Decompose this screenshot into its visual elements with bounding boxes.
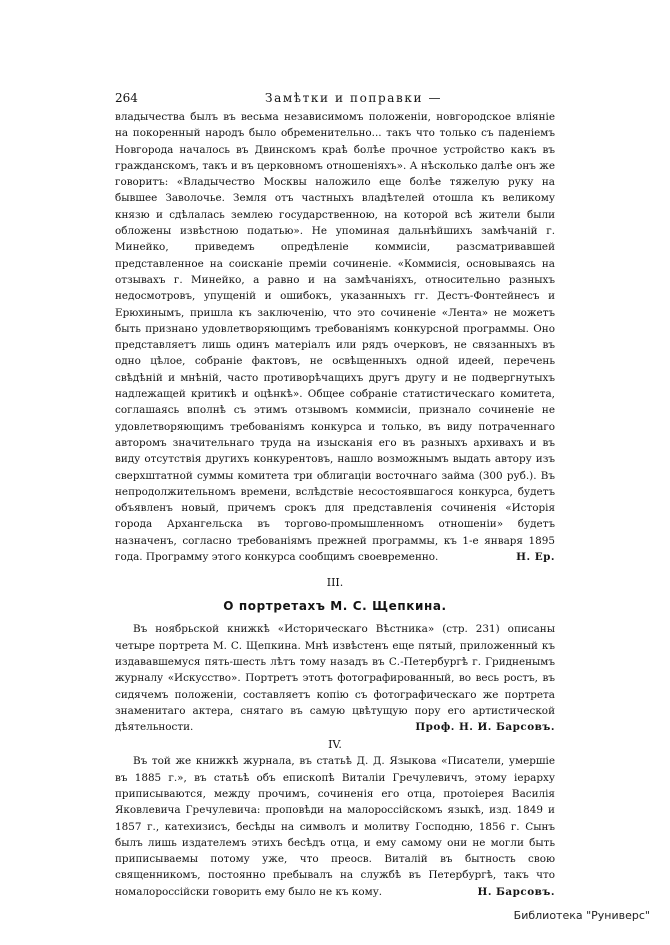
page-number: 264 xyxy=(115,91,138,105)
section-iv-text: Въ той же книжкѣ журнала, въ статьѣ Д. Д. Языкова «Писатели, умершіе въ 1885 г.», въ статьѣ объ епископѣ Виталіи Гречулевичъ, этому іерарху приписываются, между прочимъ, сочиненія его отца, протоіерея Василія Яковлевича Гречулевича: проповѣди на малороссійскомъ языкѣ, изд. 1849 и 1857 г., катехизисъ, бесѣды на символъ и молитву Господню, 1856 г. Сынъ былъ лишь издателемъ этихъ бесѣдъ отца, и ему самому они не могли быть приписываемы потому уже, что преосв. Виталій въ бытность свою священникомъ, постоянно пребывалъ на службѣ въ Петербургѣ, такъ что номалороссійски говорить ему было не къ кому. xyxy=(115,755,555,898)
section-iv-paragraph xyxy=(115,753,555,900)
section-ii-text: владычества былъ въ весьма независимомъ положеніи, новгородское вліяніе на покоренный народъ было обременительно... такъ что только съ паденіемъ Новгорода началось въ Двинскомъ краѣ болѣе прочное устройство какъ въ гражданскомъ, такъ и въ церковномъ отношеніяхъ». А нѣсколько далѣе онъ же говоритъ: «Владычество Москвы наложило еще болѣе тяжелую руку на бывшее Заволочье. Земля отъ частныхъ владѣтелей отошла къ великому князю и сдѣлалась землею государственною, на которой всѣ жители были обложены извѣстною податью». Не упоминая дальнѣйшихъ замѣчаній г. Минейко, приведемъ опредѣленіе коммисіи, разсматривавшей представленное на соисканіе преміи сочиненіе. «Коммисія, основываясь на отзывахъ г. Минейко, а равно и на замѣчаніяхъ, относительно разныхъ недосмотровъ, упущеній и ошибокъ, указанныхъ гг. Дестъ-Фонтейнесъ и Ерюхинымъ, пришла къ заключенію, что это сочиненіе «Лента» не можетъ быть признано удовлетворяющимъ требованіямъ конкурсной программы. Оно представляетъ лишь одинъ матеріалъ или рядъ очерковъ, не связанныхъ въ одно цѣлое, собраніе фактовъ, не освѣщенныхъ одной идеей, перечень свѣдѣній и мнѣній, часто противорѣчащихъ другъ другу и не подвергнутыхъ надлежащей критикѣ и оцѣнкѣ». Общее собраніе статистическаго комитета, соглашаясь вполнѣ съ этимъ отзывомъ коммисіи, признало сочиненіе не удовлетворяющимъ требованіямъ конкурса и только, въ виду потраченнаго авторомъ значительнаго труда на изысканія его въ разныхъ архивахъ и въ виду отсутствія другихъ конкурентовъ, нашло возможнымъ выдать автору изъ сверхштатной суммы комитета три облигаціи восточнаго займа (300 руб.). Въ непродолжительномъ времени, вслѣдствіе несостоявшагося конкурса, будетъ объявленъ новый, причемъ срокъ для представленія сочиненія «Исторія города Архангельска въ торгово-промышленномъ отношеніи» будетъ назначенъ, согласно требованіямъ прежней программы, къ 1-е января 1895 года. Программу этого конкурса сообщимъ своевременно. xyxy=(115,111,555,564)
text-column xyxy=(115,109,555,900)
section-iv-number: IV. xyxy=(328,738,342,752)
library-watermark: Библиотека "Руниверс" xyxy=(513,909,650,922)
running-header xyxy=(115,91,555,107)
section-ii-signature: Н. Ер. xyxy=(516,551,555,564)
section-iv-signature: Н. Барсовъ. xyxy=(477,885,555,898)
section-iii-signature: Проф. Н. И. Барсовъ. xyxy=(415,721,555,734)
section-iii-title: О портретахъ М. С. Щепкина. xyxy=(223,599,447,614)
section-ii-paragraph xyxy=(115,109,555,565)
running-title: Замѣтки и поправки — xyxy=(265,91,443,105)
section-iii-text: Въ ноябрьской книжкѣ «Историческаго Вѣстника» (стр. 231) описаны четыре портрета М. С. Щепкина. Мнѣ извѣстенъ еще пятый, приложенный къ издававшемуся пять-шесть лѣтъ тому назадъ въ С.-Петербургѣ г. Гридненымъ журналу «Искусство». Портретъ этотъ фотографированный, во весь ростъ, въ сидячемъ положеніи, составляетъ копію съ фотографическаго же портрета знаменитаго актера, снятаго въ самую цвѣтущую пору его артистической дѣятельности. xyxy=(115,623,555,734)
section-iii-paragraph xyxy=(115,621,555,735)
section-iii-number: III. xyxy=(326,576,344,590)
